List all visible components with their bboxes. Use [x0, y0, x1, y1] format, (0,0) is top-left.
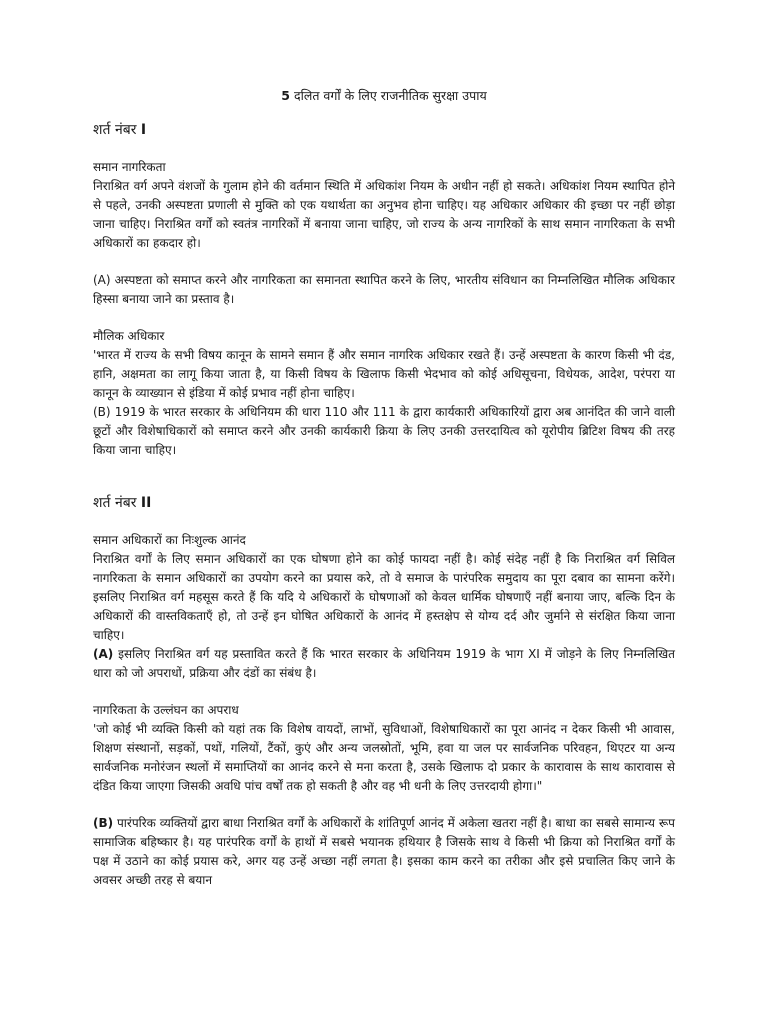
point-b-label: (B)	[93, 816, 114, 830]
condition-2-roman: II	[140, 495, 152, 511]
title-text: दलित वर्गों के लिए राजनीतिक सुरक्षा उपाय	[293, 88, 487, 103]
condition-1-roman: I	[140, 122, 147, 138]
section-offence-heading: नागरिकता के उल्लंघन का अपराध	[93, 703, 239, 717]
point-a-label: (A)	[93, 647, 114, 661]
condition-1-point-a: (A) अस्पष्टता को समाप्त करने और नागरिकता का समानता स्थापित करने के लिए, भारतीय संविधान का निम्नलिखित मौलिक अधिकार हिस्सा बनाया जाने का प्रस्ताव है।	[93, 273, 675, 306]
condition-2-heading	[93, 494, 675, 513]
point-b-text: पारंपरिक व्यक्तियों द्वारा बाधा निराश्रित वर्गों के अधिकारों के शांतिपूर्ण आनंद में अकेला खतरा नहीं है। बाधा का सबसे सामान्य रूप सामाजिक बहिष्कार है। यह पारंपरिक वर्गों के हाथों में सबसे भयानक हथियार है जिसके साथ वे किसी भी क्रिया को निराश्रित वर्गों के पक्ष में उठाने का कोई प्रयास करे, अगर यह उन्हें अच्छा नहीं लगता है। इसका काम करने का तरीका और इसे प्रचालित किए जाने के अवसर अच्छी तरह से बयान	[93, 816, 675, 887]
document-title	[93, 86, 675, 105]
section-offence-text: 'जो कोई भी व्यक्ति किसी को यहां तक कि विशेष वायदों, लाभों, सुविधाओं, विशेषाधिकारों का पूरा आनंद न देकर किसी भी आवास, शिक्षण संस्थानों, सड़कों, पथों, गलियों, टैंकों, कुएं और अन्य जलस्रोतों, भूमि, हवा या जल पर सार्वजनिक परिवहन, थिएटर या अन्य सार्वजनिक मनोरंजन स्थलों में समाप्तियों का आनंद करने से मना करता है, उसके खिलाफ दो प्रकार के कारावास के साथ कारावास से दंडित किया जाएगा जिसकी अवधि पांच वर्षों तक हो सकती है और वह भी धनी के लिए उत्तरदायी होगा।"	[93, 722, 675, 793]
section-fundamental-rights-heading: मौलिक अधिकार	[93, 329, 165, 343]
point-a-text: इसलिए निराश्रित वर्ग यह प्रस्तावित करते हैं कि भारत सरकार के अधिनियम 1919 के भाग XI में जोड़ने के लिए निम्नलिखित धारा को जो अपराधों, प्रक्रिया और दंडों का संबंध है।	[93, 647, 675, 680]
condition-2-point-b	[93, 814, 675, 890]
section-fundamental-rights-text: 'भारत में राज्य के सभी विषय कानून के सामने समान हैं और समान नागरिक अधिकार रखते हैं। उन्हें अस्पष्टता के कारण किसी भी दंड, हानि, अक्षमता का लागू किया जाता है, या किसी विषय के खिलाफ किसी भेदभाव को कोई अधिसूचना, विधेयक, आदेश, परंपरा या कानून के व्याख्यान से इंडिया में कोई प्रभाव नहीं होना चाहिए।	[93, 348, 675, 400]
condition-1-label: शर्त नंबर	[93, 122, 137, 138]
section-equal-citizenship-text: निराश्रित वर्ग अपने वंशजों के गुलाम होने की वर्तमान स्थिति में अधिकांश नियम के अधीन नहीं हो सकते। अधिकांश नियम स्थापित होने से पहले, उनकी अस्पष्टता प्रणाली से मुक्ति को एक यथार्थता का अनुभव होना चाहिए। यह अधिकार अधिकार की इच्छा पर नहीं छोड़ा जाना चाहिए। निराश्रित वर्गों को स्वतंत्र नागरिकों में बनाया जाना चाहिए, जो राज्य के अन्य नागरिकों के साथ समान नागरिकता के सभी अधिकारों का हकदार हो।	[93, 179, 675, 250]
condition-2-label: शर्त नंबर	[93, 495, 137, 511]
condition-1-heading	[93, 121, 675, 140]
section-equal-citizenship-heading: समान नागरिकता	[93, 160, 166, 174]
title-number: 5	[281, 88, 290, 103]
section-free-enjoyment-text: निराश्रित वर्गों के लिए समान अधिकारों का एक घोषणा होने का कोई फायदा नहीं है। कोई संदेह नहीं है कि निराश्रित वर्ग सिविल नागरिकता के समान अधिकारों का उपयोग करने का प्रयास करे, तो वे समाज के पारंपरिक समुदाय का पूरा दबाव का सामना करेंगे। इसलिए निराश्रित वर्ग महसूस करते हैं कि यदि ये अधिकारों के घोषणाओं को केवल धार्मिक घोषणाएँ नहीं बनाया जाए, बल्कि दिन के अधिकारों की वास्तविकताएँ हो, तो उन्हें इन घोषित अधिकारों के आनंद में हस्तक्षेप से योग्य दर्द और जुर्माने से संरक्षित किया जाना चाहिए।	[93, 552, 675, 642]
condition-1-point-b: (B) 1919 के भारत सरकार के अधिनियम की धारा 110 और 111 के द्वारा कार्यकारी अधिकारियों द्वारा अब आनंदित की जाने वाली छूटों और विशेषाधिकारों को समाप्त करने और उनकी कार्यकारी क्रिया के लिए उनकी उत्तरदायित्व को यूरोपीय ब्रिटिश विषय की तरह किया जाना चाहिए।	[93, 405, 675, 457]
document-page	[93, 86, 675, 890]
condition-2-point-a	[93, 645, 675, 683]
section-free-enjoyment-heading: समान अधिकारों का निःशुल्क आनंद	[93, 533, 246, 547]
